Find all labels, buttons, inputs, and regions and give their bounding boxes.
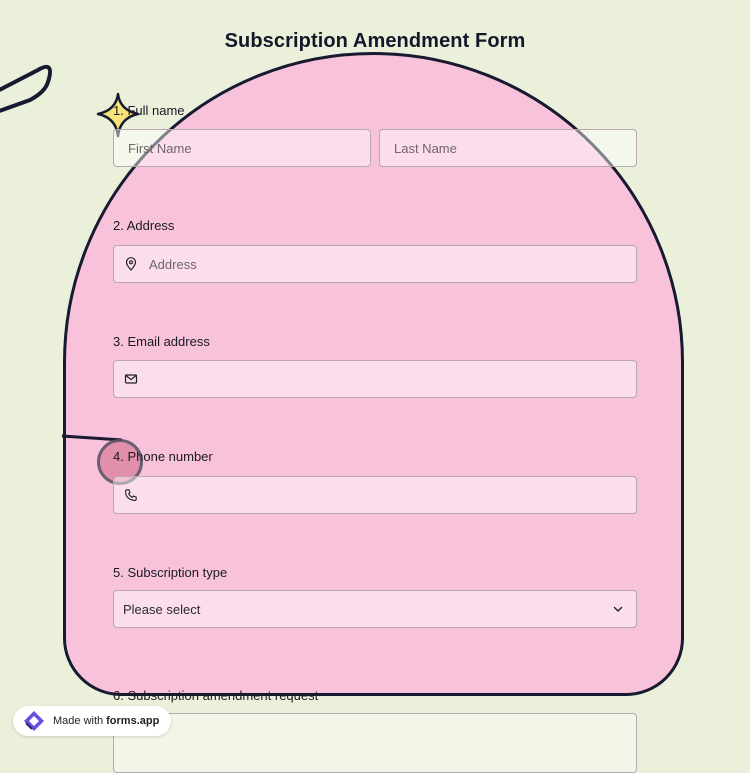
first-name-placeholder: First Name [128,140,192,156]
decorative-pill [0,0,70,130]
question-label-subscription-type: 5. Subscription type [113,565,228,580]
subscription-type-value: Please select [123,601,201,617]
question-label-amendment-request: 6. Subscription amendment request [113,688,319,703]
location-pin-icon [124,257,138,271]
chevron-down-icon [612,603,624,615]
phone-icon [124,488,138,502]
question-label-email: 3. Email address [113,334,210,349]
subscription-type-select[interactable] [113,590,637,628]
question-label-address: 2. Address [113,218,175,233]
badge-prefix: Made with [53,715,104,727]
address-placeholder: Address [149,256,197,272]
question-label-full-name: 1. Full name [113,103,185,118]
mail-icon [124,372,138,386]
made-with-badge[interactable] [13,706,171,736]
address-input[interactable] [113,245,637,283]
first-name-input[interactable] [113,129,371,167]
amendment-request-textarea[interactable] [113,713,637,773]
badge-brand: forms.app [106,715,160,727]
forms-app-logo-icon [21,708,47,734]
question-label-phone: 4. Phone number [113,449,213,464]
email-input[interactable] [113,360,637,398]
form-title: Subscription Amendment Form [224,30,526,52]
phone-input[interactable] [113,476,637,514]
last-name-input[interactable] [379,129,637,167]
last-name-placeholder: Last Name [394,140,457,156]
